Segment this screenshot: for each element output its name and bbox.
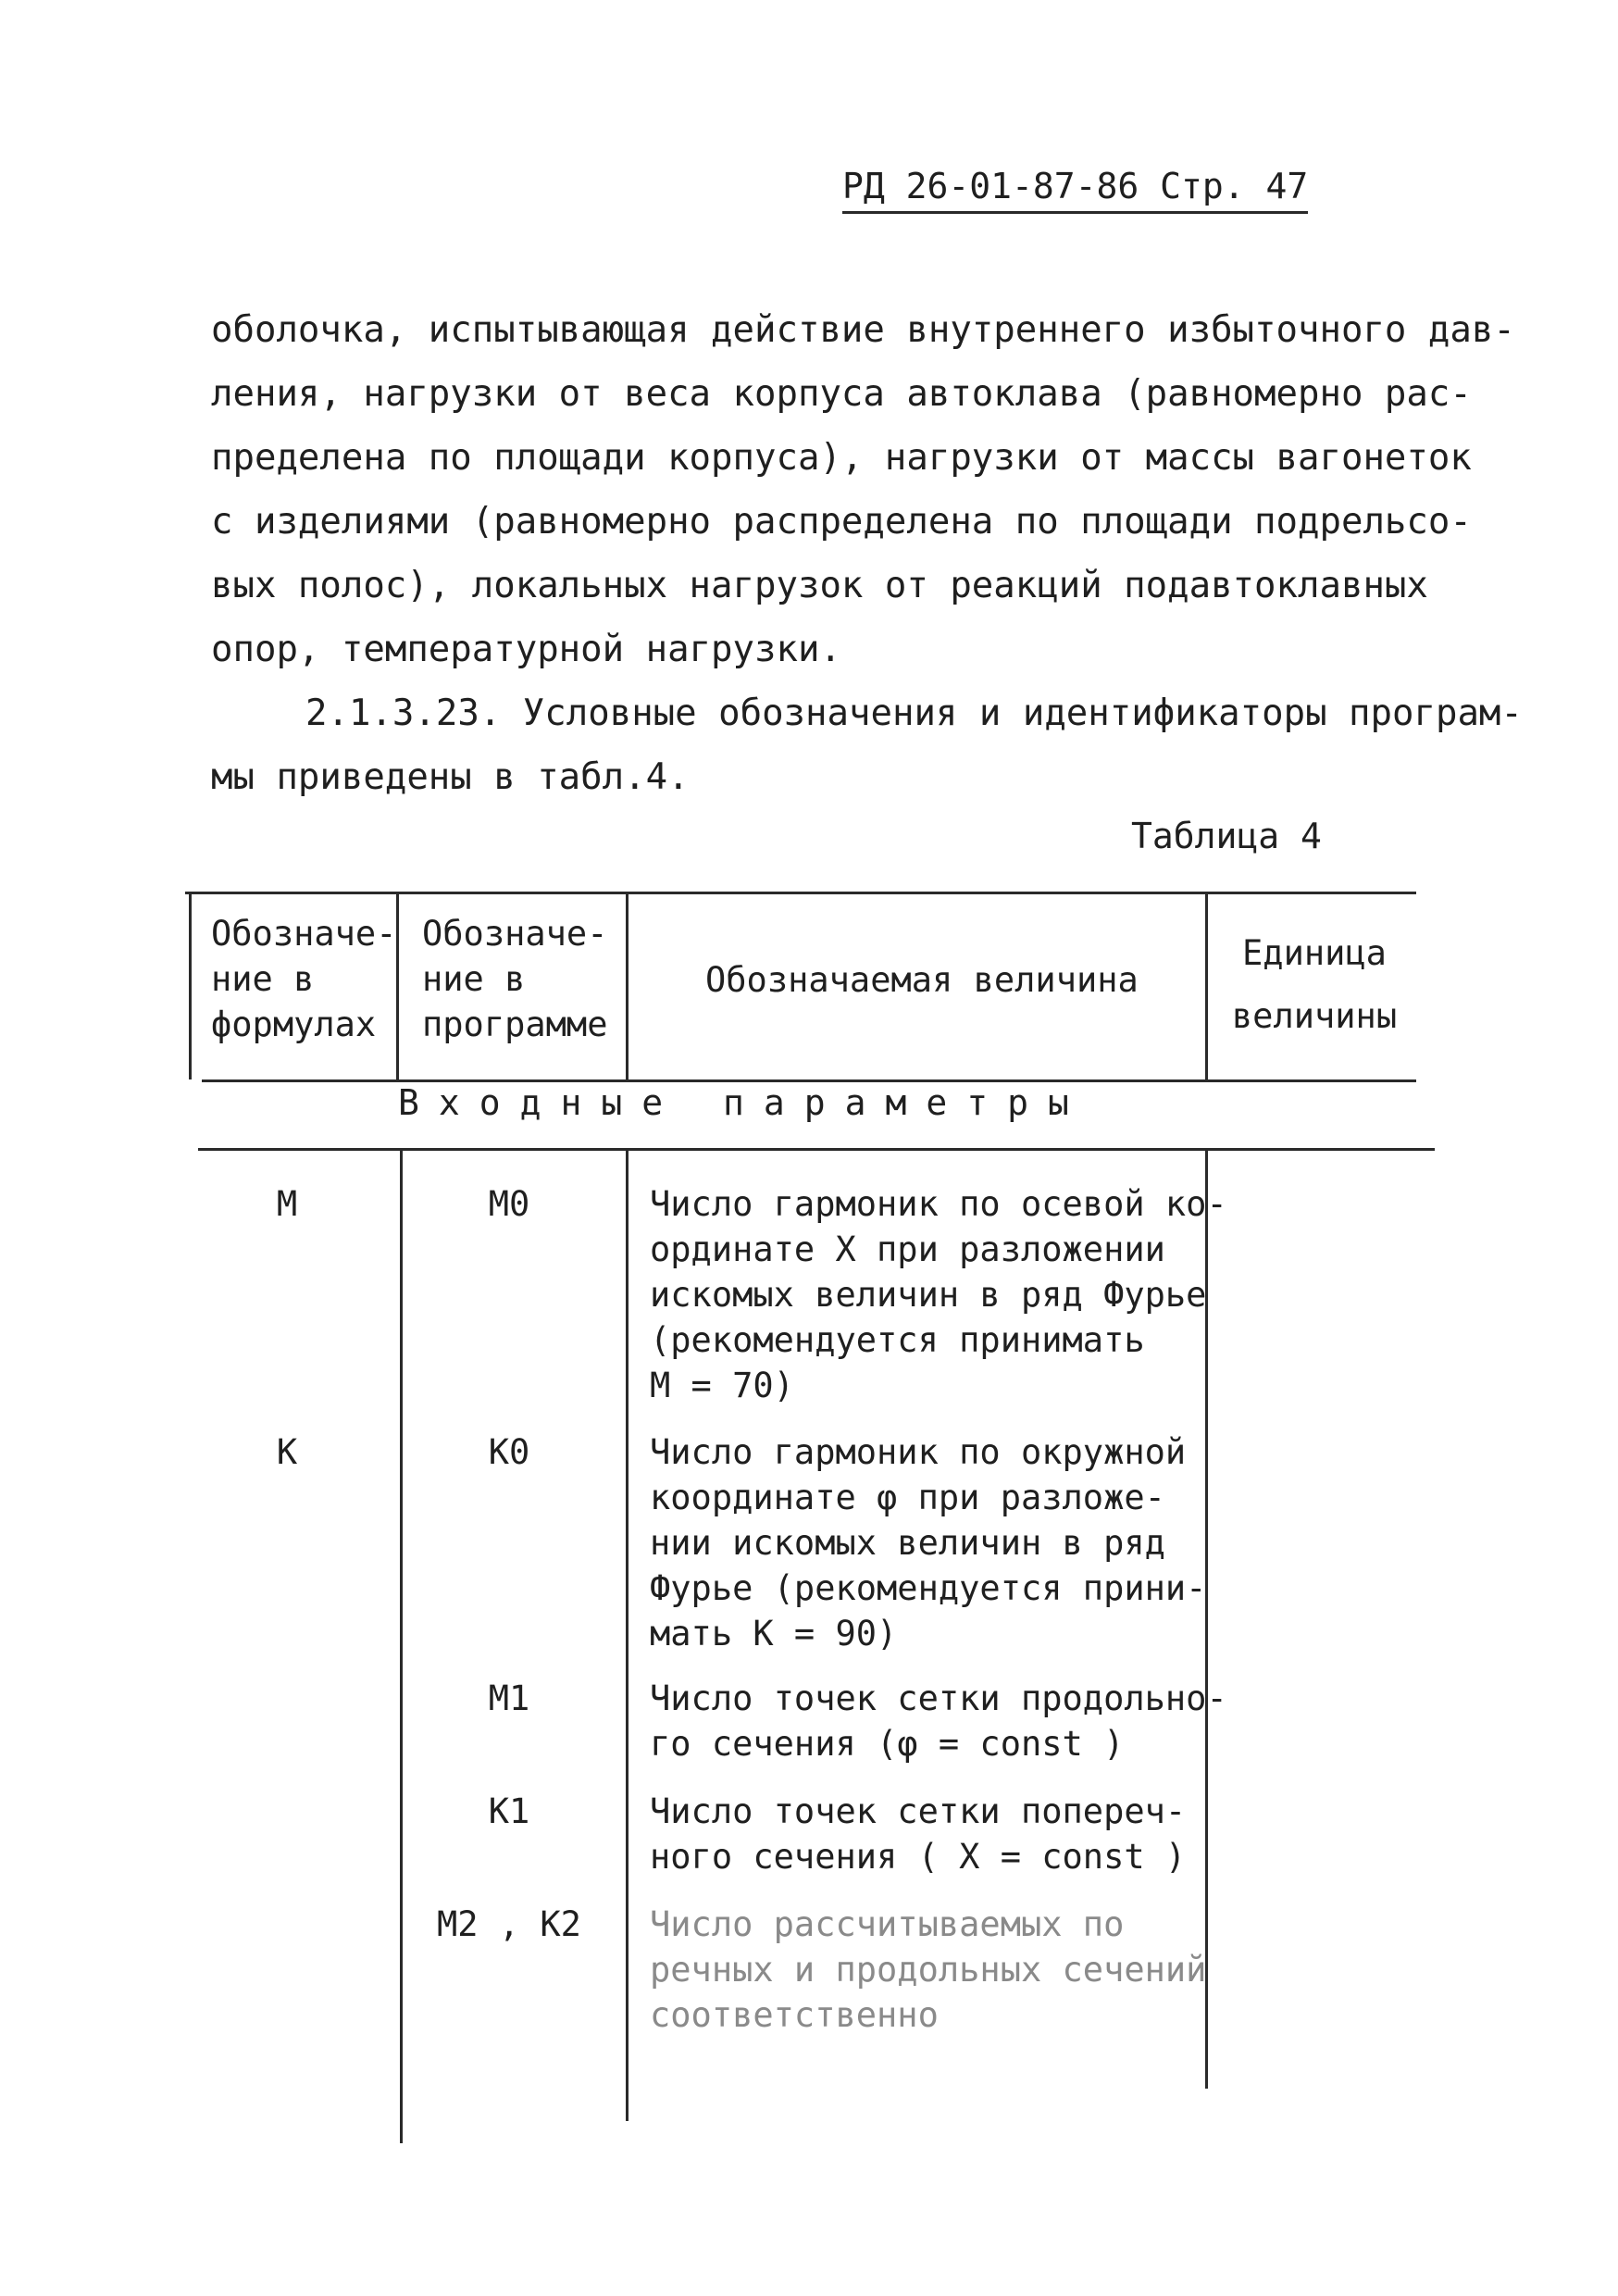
table-section-rule xyxy=(198,1148,1435,1151)
row-formula-symbol: K xyxy=(276,1432,298,1472)
table-vline-2-body xyxy=(626,1151,629,2121)
table-caption: Таблица 4 xyxy=(1131,816,1322,856)
header-program: Обозначе- ние в программе xyxy=(422,914,608,1044)
paragraph-reference xyxy=(211,681,1523,809)
table-vline-1-body xyxy=(400,1151,403,2143)
table-top-rule xyxy=(185,892,1416,894)
paragraph-line: с изделиями (равномерно распределена по площади подрельсо- xyxy=(211,501,1472,543)
row-program-id: K1 xyxy=(488,1791,530,1831)
row-program-id: M2 , K2 xyxy=(437,1904,581,1944)
header-unit: Единица величины xyxy=(1231,933,1398,1036)
table-vline-2 xyxy=(626,894,629,1079)
header-formula: Обозначе- ние в формулах xyxy=(211,914,397,1044)
header-quantity: Обозначаемая величина xyxy=(705,960,1139,1000)
paragraph-line: 2.1.3.23. Условные обозначения и идентификаторы програм- xyxy=(305,693,1523,734)
row-program-id: M1 xyxy=(488,1678,530,1718)
paragraph-body xyxy=(211,298,1515,681)
paragraph-line: опор, температурной нагрузки. xyxy=(211,629,841,670)
row-description: Число гармоник по осевой ко- ординате X при разложении искомых величин в ряд Фурье (рекомендуется принимать M = 70) xyxy=(650,1184,1227,1405)
page-header: РД 26-01-87-86 Стр. 47 xyxy=(842,165,1308,214)
paragraph-line: вых полос), локальных нагрузок от реакций подавтоклавных xyxy=(211,565,1428,606)
section-input-parameters: Входные параметры xyxy=(398,1082,1089,1123)
table-vline-left xyxy=(189,894,192,1079)
row-program-id: M0 xyxy=(488,1184,530,1224)
table-vline-3-tail xyxy=(1205,2065,1208,2089)
paragraph-line: ления, нагрузки от веса корпуса автоклава (равномерно рас- xyxy=(211,373,1472,415)
row-description: Число точек сетки попереч- ного сечения ( X = const ) xyxy=(650,1791,1187,1877)
paragraph-line: пределена по площади корпуса), нагрузки от массы вагонеток xyxy=(211,437,1472,479)
paragraph-line: оболочка, испытывающая действие внутреннего избыточного дав- xyxy=(211,309,1515,351)
row-formula-symbol: M xyxy=(276,1184,298,1224)
paragraph-line: мы приведены в табл.4. xyxy=(211,756,690,798)
table-vline-3 xyxy=(1205,894,1208,1079)
row-description: Число точек сетки продольно- го сечения (φ = const ) xyxy=(650,1678,1227,1764)
row-program-id: K0 xyxy=(488,1432,530,1472)
row-description: Число гармоник по окружной координате φ при разложе- нии искомых величин в ряд Фурье (рекомендуется прини- мать K = 90) xyxy=(650,1432,1207,1653)
row-description: Число рассчитываемых по речных и продольных сечений соответственно xyxy=(650,1904,1207,2035)
